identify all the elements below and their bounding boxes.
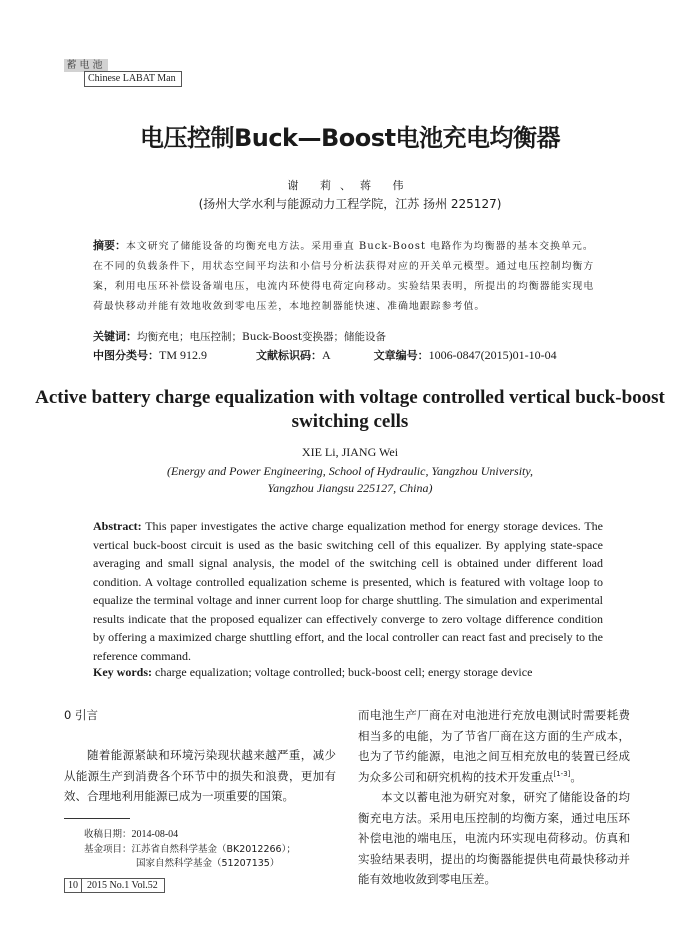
section-heading-introduction: 0 引言 — [64, 708, 98, 722]
page-footer — [64, 878, 165, 893]
received-date-line — [84, 828, 296, 843]
body-left-column — [64, 705, 336, 807]
chinese-keywords — [93, 327, 603, 347]
footnotes — [84, 828, 296, 872]
english-affiliation — [0, 463, 700, 497]
class-number-label: 中图分类号： — [93, 349, 159, 362]
chinese-keywords-text: 均衡充电；电压控制；Buck-Boost变换器；储能设备 — [137, 331, 387, 343]
issue-info: 2015 No.1 Vol.52 — [82, 878, 165, 893]
doc-code-label: 文献标识码： — [256, 349, 322, 362]
english-keywords-label: Key words: — [93, 665, 152, 679]
chinese-abstract — [93, 236, 603, 317]
article-number-label: 文章编号： — [373, 349, 429, 362]
fund-line-1 — [84, 843, 296, 858]
english-abstract-text: This paper investigates the active charge equalization method for energy storage devices. The vertical buck-boost circuit is used as the basic switching cell of this equalizer. By applying state-space averaging and small signal analysis, the model of the switching cell is obtained under different load condition. A voltage controlled equalization scheme is presented, which is featured with voltage loop to equalize the terminal voltage and inner current loop for charge shuttling. The simulation and experimental results indicate that the proposed equalizer can effectively converge to zero voltage difference condition by offering a maximized charge shuttling effort, and the local controller can react fast and precisely to the reference command. — [93, 519, 603, 663]
chinese-authors: 谢 莉、蒋 伟 — [287, 179, 413, 192]
classification-line — [93, 345, 603, 366]
english-abstract-label: Abstract: — [93, 519, 142, 533]
citation-ref: [1-3] — [553, 769, 571, 778]
chinese-affiliation: (扬州大学水利与能源动力工程学院，江苏 扬州 225127) — [198, 197, 502, 211]
journal-name: Chinese LABAT Man — [84, 71, 182, 87]
english-keywords — [93, 664, 613, 681]
intro-paragraph-2-end: 。 — [570, 769, 582, 784]
intro-paragraph-2 — [358, 705, 630, 787]
english-keywords-text: charge equalization; voltage controlled; buck-boost cell; energy storage device — [155, 665, 533, 679]
fund-label: 基金项目： — [84, 843, 132, 855]
body-right-column — [358, 705, 630, 890]
fund-1: 江苏省自然科学基金（BK2012266）； — [131, 843, 296, 855]
article-number-value: 1006-0847(2015)01-10-04 — [428, 348, 557, 362]
intro-paragraph-3: 本文以蓄电池为研究对象，研究了储能设备的均衡充电方法。采用电压控制的均衡方案，通过电压环补偿电池的端电压，电流内环实现电荷移动。仿真和实验结果表明，提出的均衡器能提供电荷最快移动并能有效地收敛到零电压差。 — [358, 790, 630, 886]
class-number-value: TM 912.9 — [159, 348, 207, 362]
journal-section-tag: 蓄电池 — [64, 59, 108, 72]
english-title: Active battery charge equalization with voltage controlled vertical buck-boost switching cells — [35, 387, 665, 432]
english-authors: XIE Li, JIANG Wei — [301, 445, 399, 459]
received-label: 收稿日期： — [84, 829, 132, 840]
doc-code-value: A — [322, 348, 331, 362]
chinese-abstract-text: 本文研究了储能设备的均衡充电方法。采用垂直 Buck-Boost 电路作为均衡器的基本交换单元。在不同的负载条件下，用状态空间平均法和小信号分析法获得对应的开关单元模型。通过电压控制均衡方案，利用电压环补偿设备端电压，电流内环使得电荷定向移动。实验结果表明，所提出的均衡器能实现电荷最快移动并能有效地收敛到零电压差，本地控制器能快速、准确地跟踪参考值。 — [93, 241, 595, 312]
intro-paragraph-1: 随着能源紧缺和环境污染现状越来越严重，减少从能源生产到消费各个环节中的损失和浪费，更加有效、合理地利用能源已成为一项重要的国策。 — [64, 748, 336, 803]
received-date: 2014-08-04 — [131, 829, 179, 840]
page-number: 10 — [64, 878, 82, 893]
chinese-keywords-label: 关键词： — [93, 330, 137, 343]
english-abstract — [93, 517, 603, 665]
chinese-title: 电压控制Buck—Boost电池充电均衡器 — [139, 124, 561, 152]
chinese-abstract-label: 摘要： — [93, 239, 126, 252]
english-affiliation-line1: (Energy and Power Engineering, School of Hydraulic, Yangzhou University, — [166, 464, 534, 478]
footnote-divider — [64, 818, 130, 819]
english-affiliation-line2: Yangzhou Jiangsu 225127, China) — [267, 481, 433, 495]
intro-paragraph-2-text: 而电池生产厂商在对电池进行充放电测试时需要耗费相当多的电能，为了节省厂商在这方面的生产成本，也为了节约能源，电池之间互相充放电的装置已经成为众多公司和研究机构的技术开发重点 — [358, 708, 630, 784]
fund-line-2: 国家自然科学基金（51207135） — [136, 858, 280, 869]
